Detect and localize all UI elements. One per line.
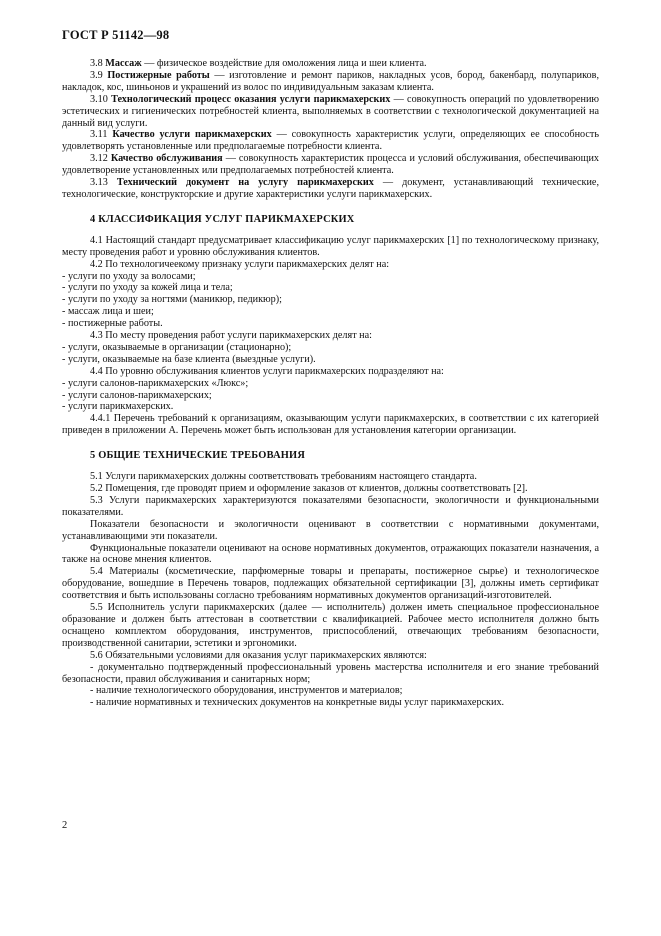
paragraph-4-4: 4.4 По уровню обслуживания клиентов услуги парикмахерских подразделяют на:	[90, 365, 444, 377]
list-item: - услуги по уходу за ногтями (маникюр, педикюр);	[62, 294, 282, 306]
list-item: - услуги по уходу за волосами;	[62, 270, 196, 282]
paragraph-safety: Показатели безопасности и экологичности оценивают в соответствии с нормативными документами, устанавливающими эти показатели.	[62, 518, 599, 542]
definition-term: Массаж	[105, 58, 142, 69]
list-item: - наличие технологического оборудования, инструментов и материалов;	[90, 685, 403, 697]
definition-3-10: 3.10 Технологический процесс оказания услуги парикмахерских — совокупность операций по удовлетворению эстетических и гигиенических потребностей клиента, выполняемых в соответствии с технологической документацией на данный вид услуги.	[62, 93, 600, 129]
paragraph-5-5: 5.5 Исполнитель услуги парикмахерских (далее — исполнитель) должен иметь специальное профессиональное образование и должен быть аттестован в соответствии с квалификацией. Рабочее место исполнителя должно быть оснащено комплектом оборудования, инструментов, приспособлений, отвечающих требованиям безопасности, производственной санитарии, эстетики и эргономики.	[62, 602, 599, 649]
list-item: - услуги, оказываемые на базе клиента (выездные услуги).	[62, 353, 316, 365]
paragraph-4-1: 4.1 Настоящий стандарт предусматривает классификацию услуг парикмахерских [1] по технологическому признаку, месту проведения работ и уровню обслуживания клиентов.	[62, 234, 599, 258]
paragraph-5-3: 5.3 Услуги парикмахерских характеризуются показателями безопасности, экологичности и функциональными показателями.	[62, 494, 599, 518]
document-body	[62, 58, 599, 709]
definition-3-8: 3.8 Массаж — физическое воздействие для омоложения лица и шеи клиента.	[90, 58, 427, 69]
definition-term: Технологический процесс оказания услуги парикмахерских	[111, 93, 391, 105]
list-item: - массаж лица и шеи;	[62, 306, 154, 318]
document-code-header: ГОСТ Р 51142—98	[62, 28, 170, 42]
list-item: - документально подтвержденный профессиональный уровень мастерства исполнителя и его знание требований безопасности, правил обслуживания и санитарных норм;	[62, 661, 599, 685]
paragraph-4-3: 4.3 По месту проведения работ услуги парикмахерских делят на:	[90, 330, 372, 342]
definition-term: Качество услуги парикмахерских	[112, 129, 272, 141]
paragraph-4-4-1: 4.4.1 Перечень требований к организациям, оказывающим услуги парикмахерских, в соответствии с их категорией приведен в приложении А. Перечень может быть использован для установления категории организации.	[62, 413, 599, 437]
paragraph-5-2: 5.2 Помещения, где проводят прием и оформление заказов от клиентов, должны соответствовать [2].	[90, 483, 528, 494]
section-5-heading: 5 ОБЩИЕ ТЕХНИЧЕСКИЕ ТРЕБОВАНИЯ	[90, 450, 306, 462]
list-item: - постижерные работы.	[62, 318, 163, 330]
section-4-heading: 4 КЛАССИФИКАЦИЯ УСЛУГ ПАРИКМАХЕРСКИХ	[90, 213, 355, 225]
definition-term: Качество обслуживания	[110, 153, 223, 165]
paragraph-5-6: 5.6 Обязательными условиями для оказания услуг парикмахерских являются:	[90, 649, 427, 661]
list-item: - услуги салонов-парикмахерских «Люкс»;	[62, 377, 249, 389]
definition-term: Постижерные работы	[107, 69, 210, 81]
definition-3-12: 3.12 Качество обслуживания — совокупность характеристик процесса и условий обслуживания, обеспечивающих удовлетворение установленных или предполагаемых потребностей клиента.	[62, 153, 599, 177]
definition-3-11: 3.11 Качество услуги парикмахерских — совокупность характеристик услуги, определяющих ее способность удовлетворять установленные или предполагаемые потребности клиента.	[62, 129, 599, 153]
list-item: - услуги салонов-парикмахерских;	[62, 389, 212, 401]
list-item: - услуги парикмахерских.	[62, 401, 174, 413]
list-item: - наличие нормативных и технических документов на конкретные виды услуг парикмахерских.	[90, 697, 505, 709]
paragraph-4-2: 4.2 По технологичеекому признаку услуги парикмахерских делят на:	[90, 258, 390, 270]
paragraph-5-4: 5.4 Материалы (косметические, парфюмерные товары и препараты, постижерное сырье) и технологическое оборудование, вошедшие в Перечень товаров, подлежащих обязательной сертификации [3], должны иметь сертификат соответствия и быть использованы согласно требованиям нормативных документов организаций-изготовителей.	[62, 566, 599, 602]
paragraph-functional: Функциональные показатели оценивают на основе нормативных документов, отражающих показатели назначения, а также на основе мнения клиентов.	[62, 542, 599, 566]
paragraph-5-1: 5.1 Услуги парикмахерских должны соответствовать требованиям настоящего стандарта.	[90, 471, 477, 483]
definition-3-9: 3.9 Постижерные работы — изготовление и ремонт париков, накладных усов, бород, бакенбард, полупариков, накладок, кос, шиньонов и украшений из волос по индивидуальным заказам клиента.	[62, 69, 599, 93]
list-item: - услуги, оказываемые в организации (стационарно);	[62, 341, 292, 353]
definition-3-13: 3.13 Технический документ на услугу парикмахерских — документ, устанавливающий технические, технологические, конструкторские и другие характеристики услуги парикмахерских.	[62, 177, 599, 200]
list-item: - услуги по уходу за кожей лица и тела;	[62, 282, 233, 294]
page-number: 2	[62, 820, 68, 831]
definition-term: Технический документ на услугу парикмахерских	[116, 177, 374, 189]
